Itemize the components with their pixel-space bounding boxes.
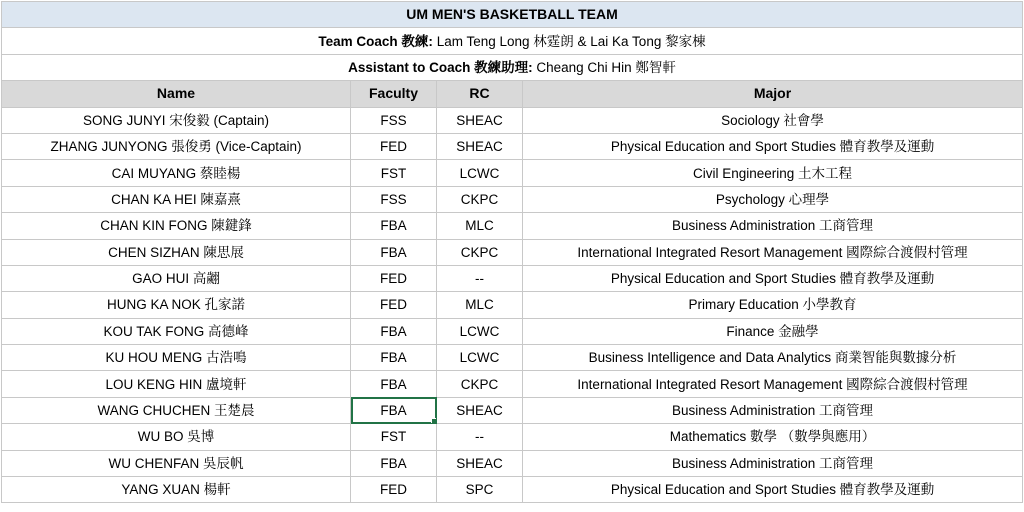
cell-name[interactable]: KU HOU MENG 古浩鳴	[2, 345, 351, 371]
cell-rc[interactable]: CKPC	[437, 239, 523, 265]
cell-name[interactable]: GAO HUI 高翽	[2, 265, 351, 291]
cell-rc[interactable]: LCWC	[437, 345, 523, 371]
cell-name[interactable]: SONG JUNYI 宋俊毅 (Captain)	[2, 107, 351, 133]
cell-name[interactable]: WU CHENFAN 吳辰帆	[2, 450, 351, 476]
cell-major[interactable]: International Integrated Resort Management 國際綜合渡假村管理	[523, 239, 1023, 265]
table-row	[2, 265, 1023, 291]
cell-rc[interactable]: SPC	[437, 477, 523, 503]
assistant-coach-row	[2, 54, 1023, 80]
cell-major[interactable]: Business Administration 工商管理	[523, 397, 1023, 423]
cell-rc[interactable]: MLC	[437, 292, 523, 318]
column-header-name[interactable]: Name	[2, 81, 351, 107]
cell-faculty[interactable]: FED	[351, 133, 437, 159]
cell-major[interactable]: Physical Education and Sport Studies 體育教學及運動	[523, 477, 1023, 503]
cell-name[interactable]: CHEN SIZHAN 陳思展	[2, 239, 351, 265]
cell-rc[interactable]: SHEAC	[437, 133, 523, 159]
table-row	[2, 239, 1023, 265]
cell-major[interactable]: Physical Education and Sport Studies 體育教學及運動	[523, 133, 1023, 159]
cell-name[interactable]: HUNG KA NOK 孔家諾	[2, 292, 351, 318]
cell-faculty[interactable]: FED	[351, 265, 437, 291]
cell-name[interactable]: ZHANG JUNYONG 張俊勇 (Vice-Captain)	[2, 133, 351, 159]
table-row	[2, 345, 1023, 371]
cell-major[interactable]: Sociology 社會學	[523, 107, 1023, 133]
table-row	[2, 397, 1023, 423]
cell-major[interactable]: Psychology 心理學	[523, 186, 1023, 212]
column-header-faculty[interactable]: Faculty	[351, 81, 437, 107]
cell-name[interactable]: WU BO 吳博	[2, 424, 351, 450]
coach-value: Lam Teng Long 林霆朗 & Lai Ka Tong 黎家棟	[432, 33, 706, 49]
cell-rc[interactable]: LCWC	[437, 160, 523, 186]
title-row	[2, 2, 1023, 28]
cell-rc[interactable]: CKPC	[437, 186, 523, 212]
cell-rc[interactable]: --	[437, 265, 523, 291]
cell-major[interactable]: Primary Education 小學教育	[523, 292, 1023, 318]
cell-rc[interactable]: SHEAC	[437, 450, 523, 476]
cell-faculty[interactable]: FBA	[351, 397, 437, 423]
cell-major[interactable]: Business Intelligence and Data Analytics 商業智能與數據分析	[523, 345, 1023, 371]
cell-faculty[interactable]: FED	[351, 477, 437, 503]
cell-faculty[interactable]: FBA	[351, 450, 437, 476]
team-title[interactable]: UM MEN'S BASKETBALL TEAM	[2, 2, 1023, 28]
cell-faculty[interactable]: FST	[351, 160, 437, 186]
cell-faculty[interactable]: FSS	[351, 186, 437, 212]
cell-major[interactable]: International Integrated Resort Management 國際綜合渡假村管理	[523, 371, 1023, 397]
cell-major[interactable]: Mathematics 數學 （數學與應用）	[523, 424, 1023, 450]
table-row	[2, 213, 1023, 239]
cell-faculty[interactable]: FED	[351, 292, 437, 318]
cell-name[interactable]: CHAN KA HEI 陳嘉熹	[2, 186, 351, 212]
cell-rc[interactable]: LCWC	[437, 318, 523, 344]
cell-major[interactable]: Business Administration 工商管理	[523, 213, 1023, 239]
cell-faculty[interactable]: FBA	[351, 239, 437, 265]
cell-rc[interactable]: MLC	[437, 213, 523, 239]
cell-name[interactable]: YANG XUAN 楊軒	[2, 477, 351, 503]
cell-name[interactable]: WANG CHUCHEN 王楚晨	[2, 397, 351, 423]
table-row	[2, 424, 1023, 450]
table-row	[2, 107, 1023, 133]
table-row	[2, 160, 1023, 186]
coach-row	[2, 28, 1023, 54]
column-header-major[interactable]: Major	[523, 81, 1023, 107]
cell-major[interactable]: Physical Education and Sport Studies 體育教學及運動	[523, 265, 1023, 291]
cell-faculty[interactable]: FSS	[351, 107, 437, 133]
cell-faculty[interactable]: FST	[351, 424, 437, 450]
coach-label: Team Coach 教練:	[318, 33, 433, 49]
table-row	[2, 292, 1023, 318]
cell-rc[interactable]: --	[437, 424, 523, 450]
table-row	[2, 477, 1023, 503]
column-header-rc[interactable]: RC	[437, 81, 523, 107]
cell-rc[interactable]: CKPC	[437, 371, 523, 397]
table-row	[2, 318, 1023, 344]
cell-faculty[interactable]: FBA	[351, 345, 437, 371]
assistant-coach-value: Cheang Chi Hin 鄭智軒	[532, 59, 676, 75]
cell-name[interactable]: LOU KENG HIN 盧境軒	[2, 371, 351, 397]
table-row	[2, 450, 1023, 476]
column-header-row	[2, 81, 1023, 107]
cell-name[interactable]: CAI MUYANG 蔡睦楊	[2, 160, 351, 186]
cell-faculty[interactable]: FBA	[351, 318, 437, 344]
cell-major[interactable]: Civil Engineering 土木工程	[523, 160, 1023, 186]
cell-major[interactable]: Finance 金融學	[523, 318, 1023, 344]
cell-rc[interactable]: SHEAC	[437, 397, 523, 423]
coach-cell[interactable]	[2, 28, 1023, 54]
assistant-coach-label: Assistant to Coach 教練助理:	[348, 59, 533, 75]
fill-handle[interactable]	[431, 418, 437, 424]
cell-rc[interactable]: SHEAC	[437, 107, 523, 133]
cell-faculty[interactable]: FBA	[351, 213, 437, 239]
cell-name[interactable]: CHAN KIN FONG 陳鍵鋒	[2, 213, 351, 239]
cell-major[interactable]: Business Administration 工商管理	[523, 450, 1023, 476]
assistant-coach-cell[interactable]	[2, 54, 1023, 80]
cell-faculty[interactable]: FBA	[351, 371, 437, 397]
table-row	[2, 371, 1023, 397]
table-row	[2, 186, 1023, 212]
team-roster-table	[1, 1, 1023, 503]
cell-name[interactable]: KOU TAK FONG 高德峰	[2, 318, 351, 344]
table-row	[2, 133, 1023, 159]
